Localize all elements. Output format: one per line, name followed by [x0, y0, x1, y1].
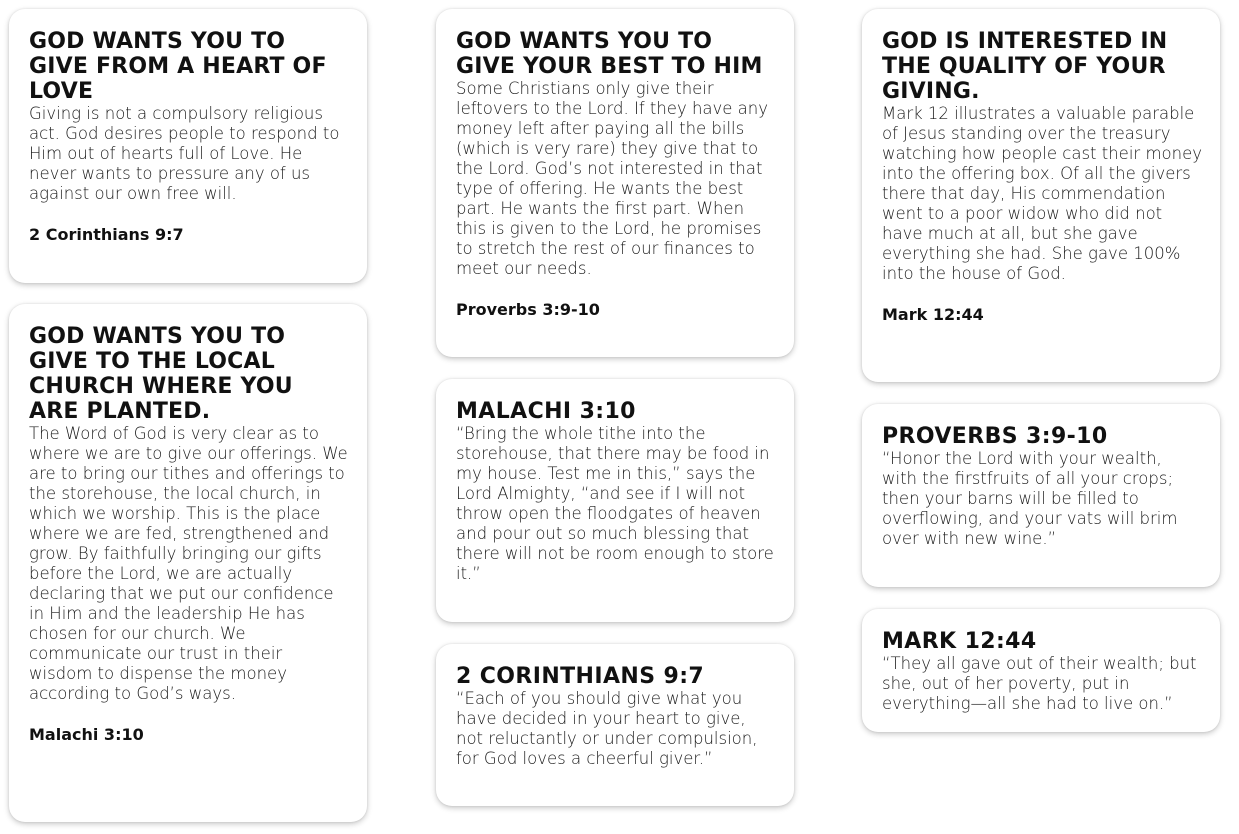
card-body: Some Christians only give their leftovers to the Lord. If they have any money left after paying all the bills (which is very rare) they give that to the Lord. God’s not interested in that type of offering. He wants the best part. He wants the first part. When this is given to the Lord, he promises to stretch the rest of our finances to meet our needs. [456, 79, 769, 278]
card-proverbs-verse [862, 404, 1220, 587]
card-body: “Honor the Lord with your wealth, with the firstfruits of all your crops; then your barns will be filled to overflowing, and your vats will brim over with new wine.” [882, 449, 1178, 548]
card-mark-verse [862, 609, 1220, 732]
card-reference: 2 Corinthians 9:7 [29, 225, 184, 244]
card-body: The Word of God is very clear as to where we are to give our offerings. We are to bring our tithes and offerings to the storehouse, the local church, in which we worship. This is the place where we are fed, strengthened and grow. By faithfully bringing our gifts before the Lord, we are actually declaring that we put our confidence in Him and the leadership He has chosen for our church. We communicate our trust in their wisdom to dispense the money according to God’s ways. [29, 424, 348, 703]
card-body: “Bring the whole tithe into the storehouse, that there may be food in my house. Test me in this,” says the Lord Almighty, “and see if I will not throw open the floodgates of heaven and pour out so much blessing that there will not be room enough to store it.” [456, 424, 774, 583]
card-reference: Proverbs 3:9-10 [456, 300, 600, 319]
card-body: “They all gave out of their wealth; but she, out of her poverty, put in everything—all she had to live on.” [882, 654, 1197, 713]
card-malachi-verse [436, 379, 794, 622]
card-title: GOD IS INTERESTED IN THE QUALITY OF YOUR GIVING. [882, 29, 1168, 104]
card-title: GOD WANTS YOU TO GIVE FROM A HEART OF LOVE [29, 29, 327, 104]
card-title: MALACHI 3:10 [456, 399, 636, 424]
card-reference: Malachi 3:10 [29, 725, 144, 744]
card-reference: Mark 12:44 [882, 305, 984, 324]
card-title: 2 CORINTHIANS 9:7 [456, 664, 705, 689]
card-body: Giving is not a compulsory religious act. God desires people to respond to Him out of hearts full of Love. He never wants to pressure any of us against our own free will. [29, 104, 340, 203]
card-title: GOD WANTS YOU TO GIVE TO THE LOCAL CHURCH WHERE YOU ARE PLANTED. [29, 324, 293, 424]
card-corinthians-verse [436, 644, 794, 806]
card-title: GOD WANTS YOU TO GIVE YOUR BEST TO HIM [456, 29, 763, 79]
card-give-from-heart [9, 9, 367, 283]
card-body: Mark 12 illustrates a valuable parable of Jesus standing over the treasury watching how people cast their money into the offering box. Of all the givers there that day, His commendation went to a poor widow who did not have much at all, but she gave everything she had. She gave 100% into the house of God. [882, 104, 1202, 283]
card-give-to-local-church [9, 304, 367, 822]
card-body: “Each of you should give what you have decided in your heart to give, not reluctantly or under compulsion, for God loves a cheerful giver.” [456, 689, 758, 768]
card-title: PROVERBS 3:9-10 [882, 424, 1108, 449]
card-quality-of-giving [862, 9, 1220, 382]
card-title: MARK 12:44 [882, 629, 1037, 654]
card-give-your-best [436, 9, 794, 357]
